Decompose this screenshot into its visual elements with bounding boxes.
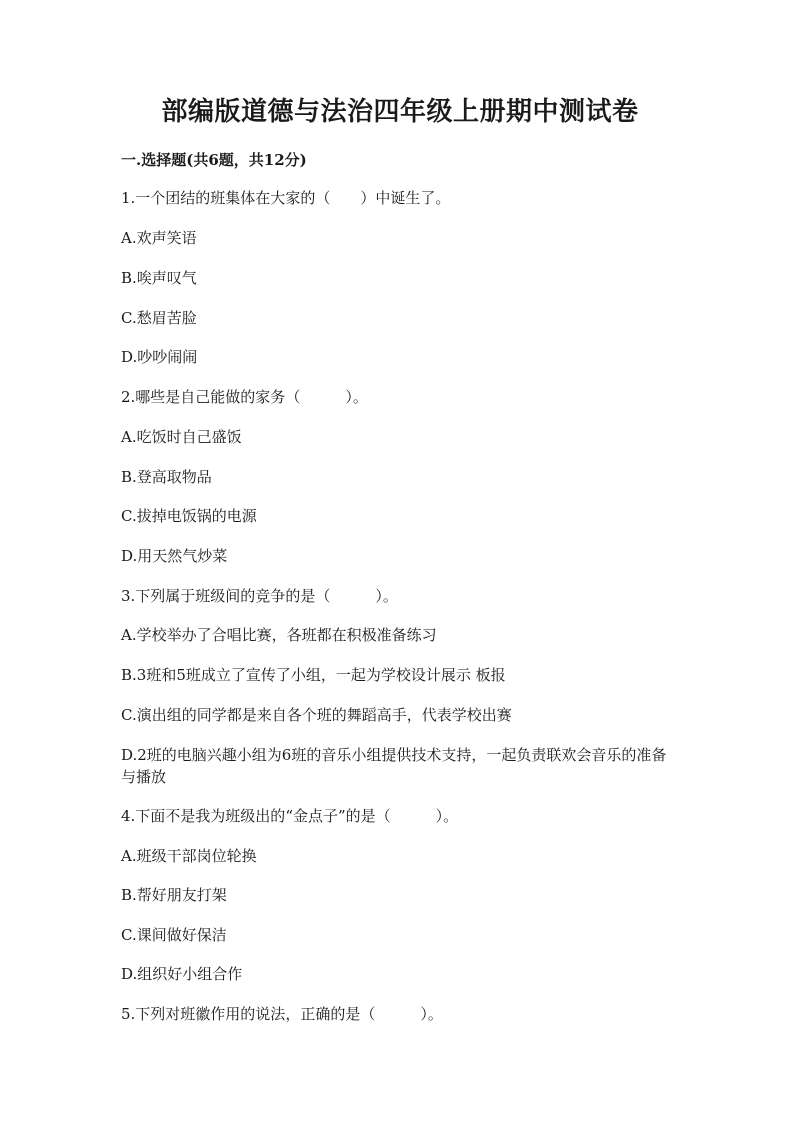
question-4-stem: 4.下面不是我为班级出的“金点子”的是（ ）。 [121, 807, 459, 825]
question-4-option-d: D.组织好小组合作 [121, 965, 243, 983]
question-1-option-c: C.愁眉苦脸 [121, 309, 197, 327]
question-1-option-d: D.吵吵闹闹 [121, 348, 198, 366]
question-1-option-a: A.欢声笑语 [121, 229, 197, 247]
question-5-stem: 5.下列对班徽作用的说法，正确的是（ ）。 [121, 1005, 443, 1023]
question-3-option-b: B.3班和5班成立了宣传了小组，一起为学校设计展示 板报 [121, 666, 506, 684]
question-4-option-b: B.帮好朋友打架 [121, 886, 227, 904]
question-2-option-d: D.用天然气炒菜 [121, 547, 228, 565]
question-1-option-b: B.唉声叹气 [121, 269, 197, 287]
question-2-option-c: C.拔掉电饭锅的电源 [121, 507, 257, 525]
question-2-option-b: B.登高取物品 [121, 468, 212, 486]
question-2-stem: 2.哪些是自己能做的家务（ ）。 [121, 388, 368, 406]
question-3-option-a: A.学校举办了合唱比赛，各班都在积极准备练习 [121, 626, 437, 644]
question-2-option-a: A.吃饭时自己盛饭 [121, 428, 242, 446]
question-3-option-c: C.演出组的同学都是来自各个班的舞蹈高手，代表学校出赛 [121, 706, 512, 724]
exam-title: 部编版道德与法治四年级上册期中测试卷 [161, 97, 639, 127]
question-1-stem: 1.一个团结的班集体在大家的（ ）中诞生了。 [121, 189, 451, 207]
question-3-option-d: D.2班的电脑兴趣小组为6班的音乐小组提供技术支持，一起负责联欢会音乐的准备与播放 [121, 746, 667, 786]
section-heading: 一.选择题(共6题，共12分) [121, 151, 307, 169]
question-3-stem: 3.下列属于班级间的竞争的是（ ）。 [121, 587, 398, 605]
question-4-option-a: A.班级干部岗位轮换 [121, 847, 257, 865]
question-4-option-c: C.课间做好保洁 [121, 926, 227, 944]
